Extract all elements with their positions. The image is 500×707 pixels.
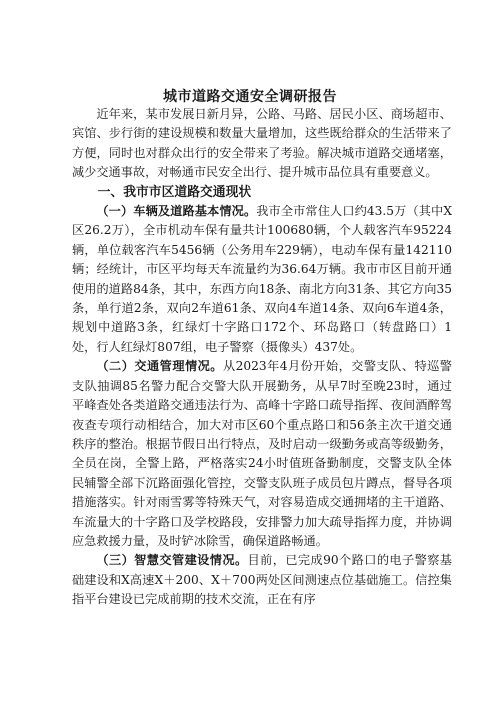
intro-paragraph: 近年来，某市发展日新月异，公路、马路、居民小区、商场超市、宾馆、步行街的建设规模和数量大量增加，这些既给群众的生活带来了方便，同时也对群众出行的安全带来了考验。解决城市道路交通堵塞，减少交通事故，对畅通市民安全出行、提升城市品位具有重要意义。 <box>72 107 452 180</box>
paragraph-text: 我市全市常住人口约43.5万（其中X区26.2万），全市机动车保有量共计100680辆，个人载客汽车95224辆，单位载客汽车5456辆（公务用车229辆），电动车保有量142110辆；经统计，市区平均每天车流量约为36.64万辆。我市市区目前开通使用的道路84条，其中，东西方向18条、南北方向31条、其它方向35条，单行道2条，双向2车道61条、双向4车道14条、双向6车道4条，规划中道路3条，红绿灯十字路口172个、环岛路口（转盘路口）1处，行人红绿灯807组，电子警察（摄像头）437处。 <box>72 204 453 354</box>
paragraph-vehicles-roads <box>72 202 452 357</box>
subsection-heading: （一）车辆及道路基本情况。 <box>96 204 257 219</box>
paragraph-text: 从2023年4月份开始，交警支队、特巡警支队抽调85名警力配合交警大队开展勤务，从早7时至晚23时，通过平峰查处各类道路交通违法行为、高峰十字路口疏导指挥、夜间酒醉驾夜查专项行动相结合，加大对市区60个重点路口和56条主次干道交通秩序的整治。根据节假日出行特点，及时启动一级勤务或高等级勤务，全员在岗，全警上路，严格落实24小时值班备勤制度，交警支队全体民辅警全部下沉路面强化管控，交警支队班子成员包片蹲点，督导各项措施落实。针对雨雪雾等特殊天气，对容易造成交通拥堵的主干道路、车流量大的十字路口及学校路段，安排警力加大疏导指挥力度，并协调应急救援力量，及时铲冰除雪，确保道路畅通。 <box>72 359 452 548</box>
paragraph-text: 目前，已完成90个路口的电子警察基础建设和X高速X＋200、X＋700两处区间测速点位基础施工。信控集指平台建设已完成前期的技术交流，正在有序 <box>72 553 452 607</box>
subsection-heading: （二）交通管理情况。 <box>96 359 223 374</box>
section-heading: 一、我市市区道路交通现状 <box>97 184 252 200</box>
document-title: 城市道路交通安全调研报告 <box>163 89 337 105</box>
paragraph-smart-traffic <box>72 551 452 609</box>
document-body <box>72 105 452 610</box>
paragraph-traffic-management <box>72 357 452 551</box>
subsection-heading: （三）智慧交管建设情况。 <box>96 553 248 568</box>
